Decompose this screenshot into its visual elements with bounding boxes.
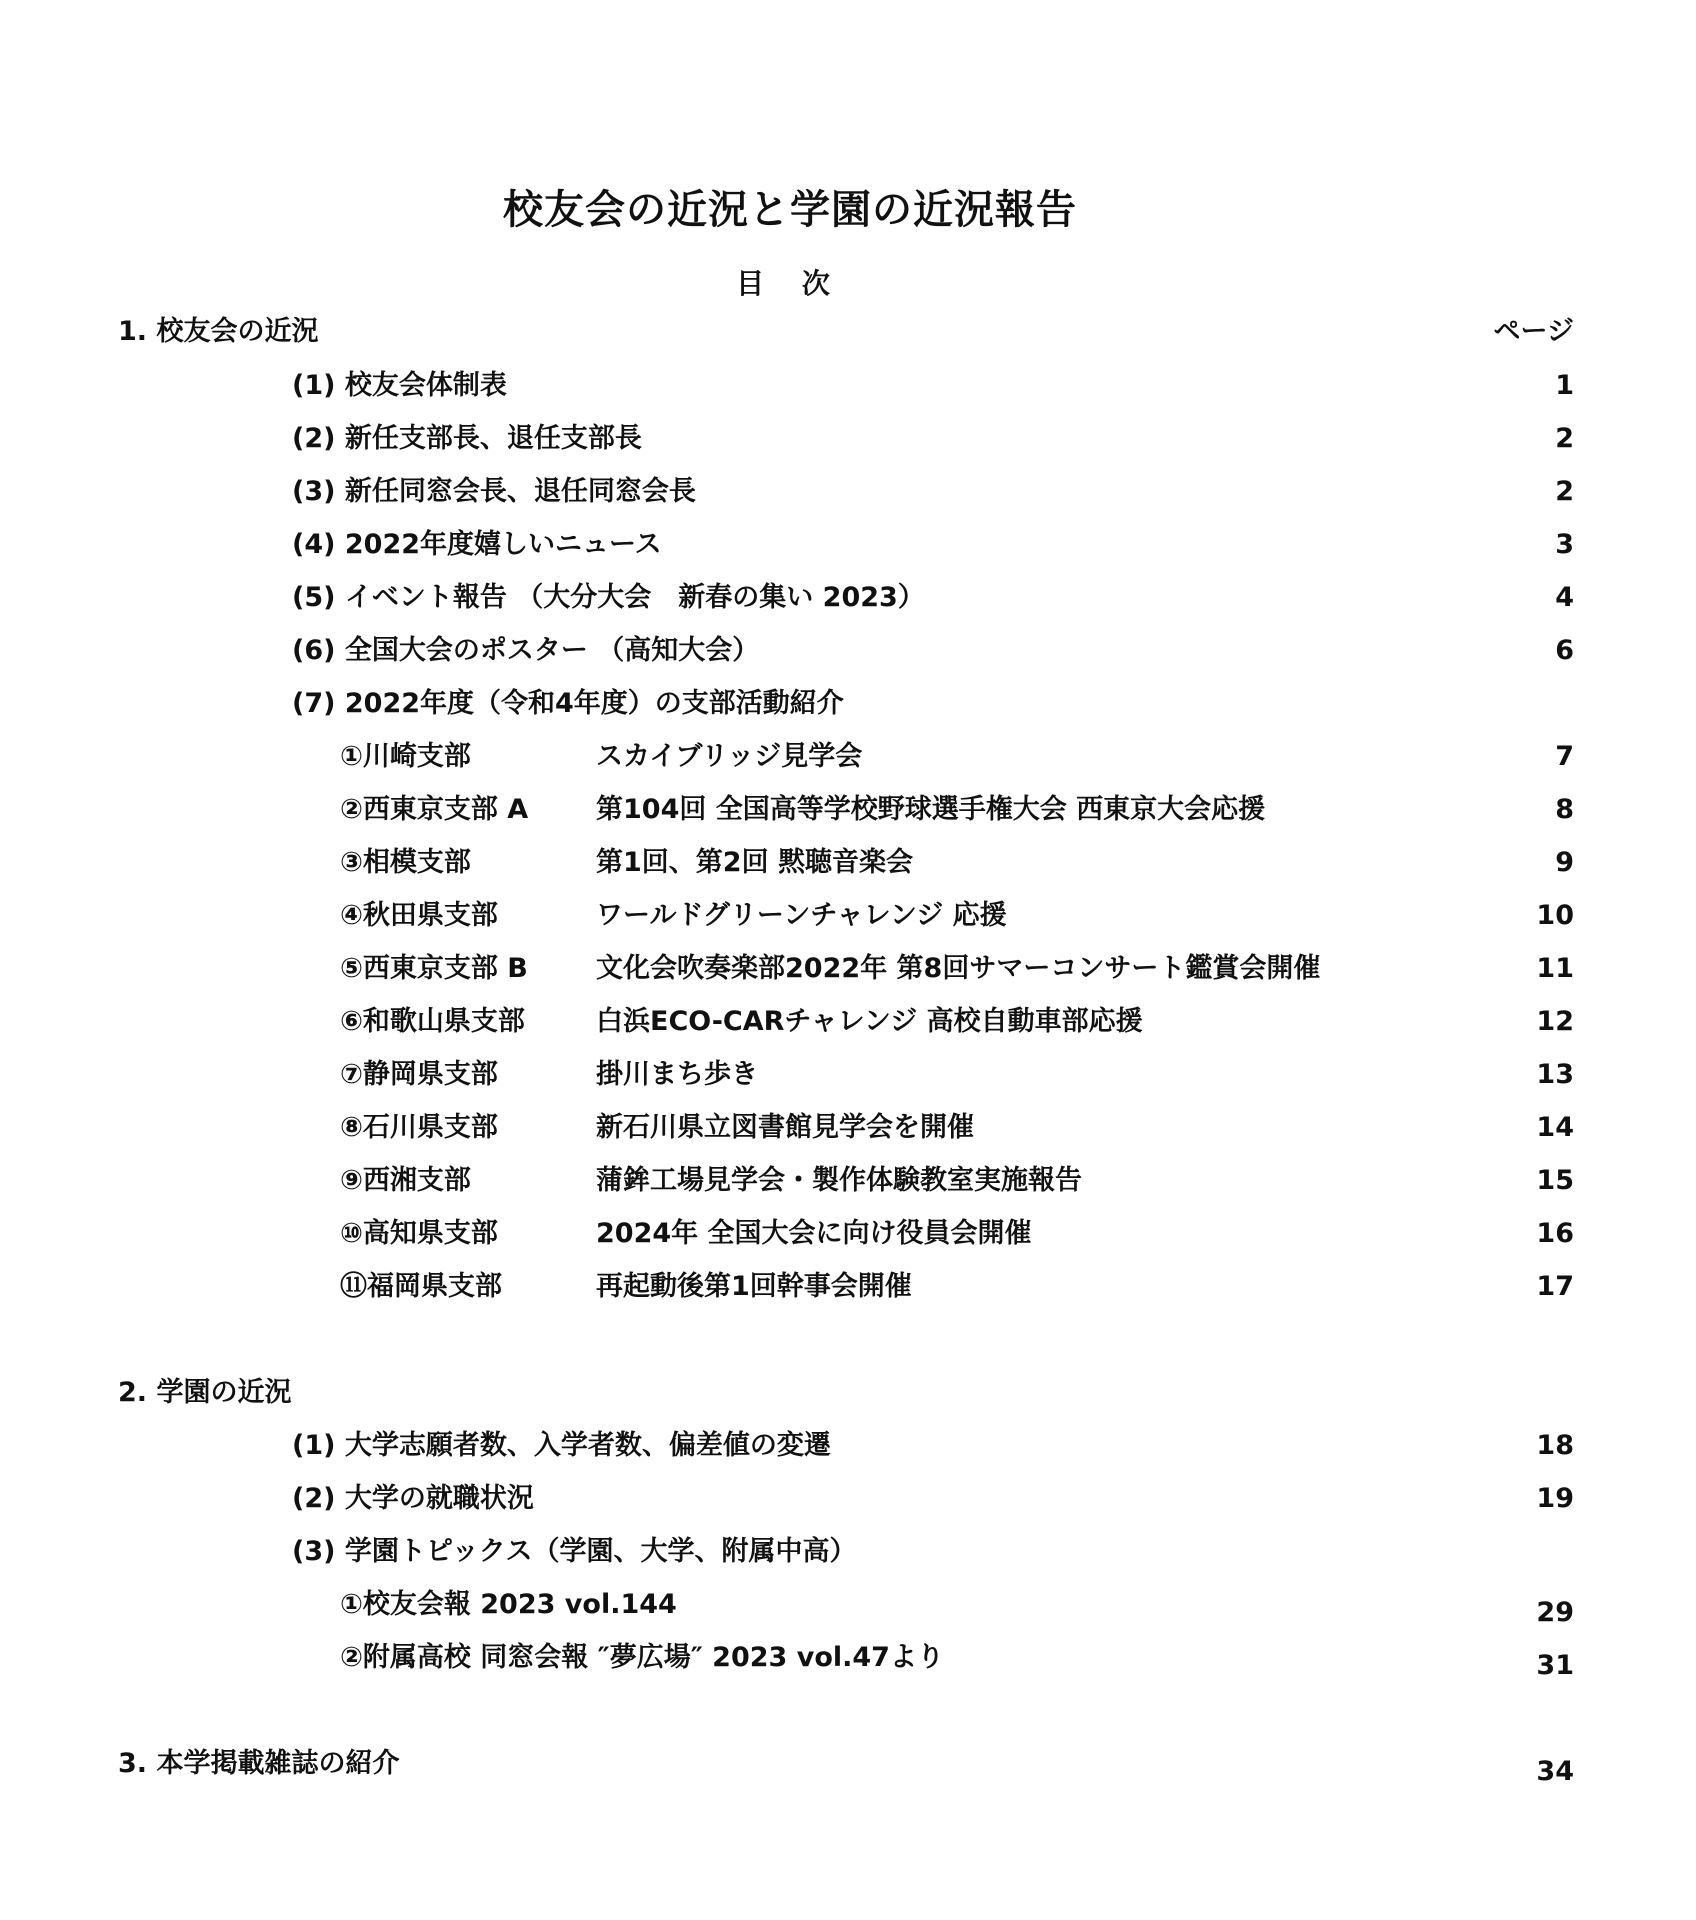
toc-row	[0, 525, 1696, 565]
branch-name: ⑩高知県支部	[340, 1218, 498, 1249]
section2-heading-row	[0, 1373, 1696, 1413]
toc-item-label: (6) 全国大会のポスター （高知大会）	[292, 635, 760, 666]
branch-activity: ワールドグリーンチャレンジ 応援	[596, 900, 1007, 931]
branch-name: ③相模支部	[340, 847, 471, 878]
section3-heading-row	[0, 1744, 1696, 1787]
toc-row	[0, 419, 1696, 459]
toc-item-label: (1) 大学志願者数、入学者数、偏差値の変遷	[292, 1430, 831, 1461]
branch-row	[0, 843, 1696, 883]
toc-page-number: 12	[1536, 1006, 1574, 1037]
toc-item-label: (2) 新任支部長、退任支部長	[292, 423, 642, 454]
toc-subtitle: 目 次	[736, 267, 844, 300]
topic-label: ②附属高校 同窓会報 ″夢広場″ 2023 vol.47より	[340, 1642, 944, 1673]
topic-label: ①校友会報 2023 vol.144	[340, 1589, 677, 1620]
toc-page-number: 19	[1536, 1483, 1574, 1514]
branch-row	[0, 737, 1696, 777]
branch-name: ⑨西湘支部	[340, 1165, 471, 1196]
toc-row	[0, 631, 1696, 671]
branch-activity: 再起動後第1回幹事会開催	[596, 1271, 912, 1302]
toc-item-label: (4) 2022年度嬉しいニュース	[292, 529, 662, 560]
toc-item-label: (2) 大学の就職状況	[292, 1483, 534, 1514]
branch-row	[0, 1108, 1696, 1148]
branch-row	[0, 949, 1696, 989]
branch-row	[0, 896, 1696, 936]
toc-item-label: (3) 学園トピックス（学園、大学、附属中高）	[292, 1536, 857, 1567]
topic-row	[0, 1585, 1696, 1628]
section1-heading: 1. 校友会の近況	[118, 316, 319, 347]
branch-name: ⑤西東京支部 B	[340, 953, 528, 984]
branch-name: ②西東京支部 A	[340, 794, 529, 825]
toc-page-number: 10	[1536, 900, 1574, 931]
toc-page-number: 2	[1555, 476, 1574, 507]
branch-activity: 第1回、第2回 黙聴音楽会	[596, 847, 913, 878]
toc-row	[0, 578, 1696, 618]
toc-row	[0, 1426, 1696, 1466]
branch-activity: 蒲鉾工場見学会・製作体験教室実施報告	[596, 1165, 1082, 1196]
branch-name: ⑦静岡県支部	[340, 1059, 498, 1090]
toc-page-number: 4	[1555, 582, 1574, 613]
branch-name: ⑪福岡県支部	[340, 1271, 502, 1302]
branch-row	[0, 790, 1696, 830]
toc-item-label: (1) 校友会体制表	[292, 370, 507, 401]
toc-row	[0, 684, 1696, 724]
toc-row	[0, 1532, 1696, 1572]
toc-page-number: 7	[1555, 741, 1574, 772]
section2-heading: 2. 学園の近況	[118, 1377, 292, 1408]
branch-row	[0, 1161, 1696, 1201]
section1-heading-row	[0, 312, 1696, 352]
branch-row	[0, 1267, 1696, 1307]
toc-row	[0, 472, 1696, 512]
toc-page-number: 15	[1536, 1165, 1574, 1196]
branch-name: ⑥和歌山県支部	[340, 1006, 525, 1037]
branch-name: ④秋田県支部	[340, 900, 498, 931]
toc-item-label: (7) 2022年度（令和4年度）の支部活動紹介	[292, 688, 844, 719]
toc-item-label: (5) イベント報告 （大分大会 新春の集い 2023）	[292, 582, 925, 613]
branch-activity: 新石川県立図書館見学会を開催	[596, 1112, 974, 1143]
toc-page-number: 6	[1555, 635, 1574, 666]
document-title: 校友会の近況と学園の近況報告	[503, 187, 1077, 233]
section3-heading: 3. 本学掲載雑誌の紹介	[118, 1748, 400, 1779]
toc-page-number: 3	[1555, 529, 1574, 560]
branch-name: ①川崎支部	[340, 741, 471, 772]
page-column-header: ページ	[1493, 316, 1574, 347]
branch-name: ⑧石川県支部	[340, 1112, 498, 1143]
toc-page-number: 2	[1555, 423, 1574, 454]
branch-row	[0, 1214, 1696, 1254]
toc-page-number: 14	[1536, 1112, 1574, 1143]
toc-page-number: 17	[1536, 1271, 1574, 1302]
branch-activity: 掛川まち歩き	[596, 1059, 758, 1090]
toc-page-number: 31	[1536, 1650, 1574, 1681]
toc-page-number: 34	[1536, 1756, 1574, 1787]
branch-activity: 第104回 全国高等学校野球選手権大会 西東京大会応援	[596, 794, 1266, 825]
toc-page-number: 13	[1536, 1059, 1574, 1090]
toc-page-number: 29	[1536, 1597, 1574, 1628]
toc-page-number: 11	[1536, 953, 1574, 984]
toc-row	[0, 366, 1696, 406]
topic-row	[0, 1638, 1696, 1681]
branch-row	[0, 1002, 1696, 1042]
branch-activity: 2024年 全国大会に向け役員会開催	[596, 1218, 1032, 1249]
branch-row	[0, 1055, 1696, 1095]
branch-activity: 文化会吹奏楽部2022年 第8回サマーコンサート鑑賞会開催	[596, 953, 1321, 984]
toc-page-number: 9	[1555, 847, 1574, 878]
toc-page-number: 16	[1536, 1218, 1574, 1249]
toc-page-number: 8	[1555, 794, 1574, 825]
branch-activity: 白浜ECO-CARチャレンジ 高校自動車部応援	[596, 1006, 1143, 1037]
toc-item-label: (3) 新任同窓会長、退任同窓会長	[292, 476, 696, 507]
toc-page-number: 18	[1536, 1430, 1574, 1461]
branch-activity: スカイブリッジ見学会	[596, 741, 863, 772]
toc-page-number: 1	[1555, 370, 1574, 401]
toc-row	[0, 1479, 1696, 1519]
